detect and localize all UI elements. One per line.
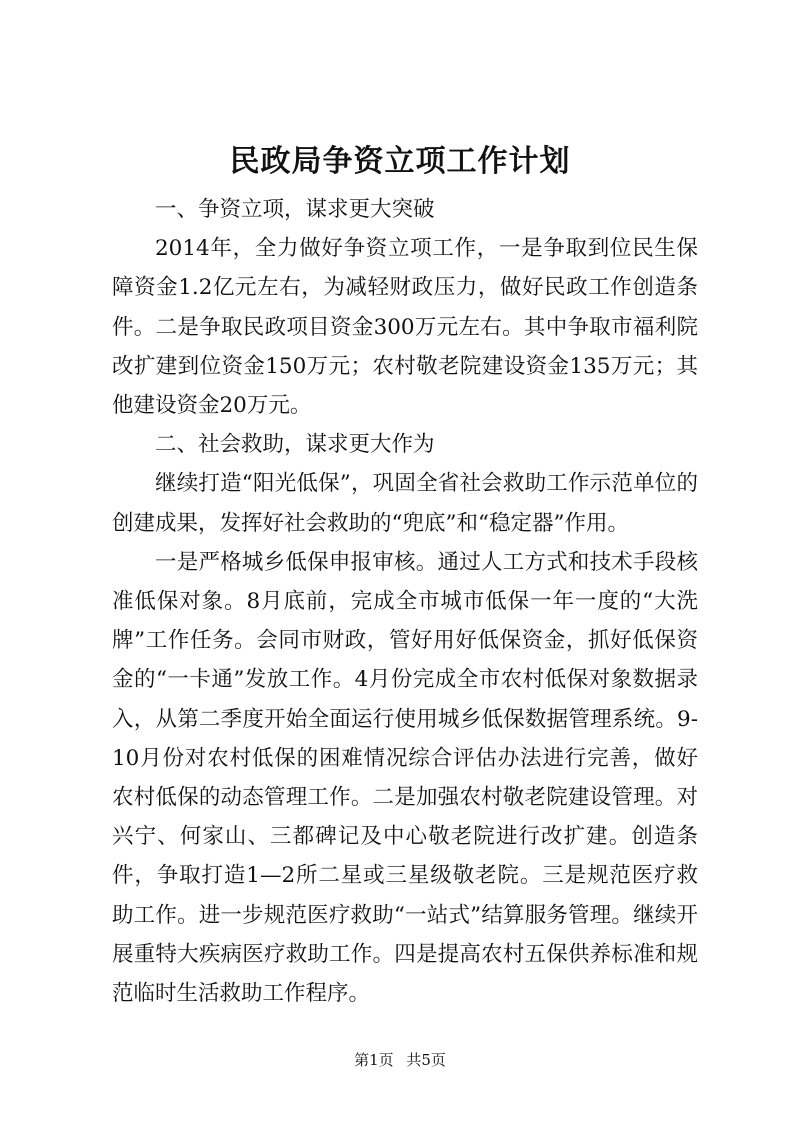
page-footer [0, 1050, 800, 1070]
document-body [112, 190, 698, 1013]
section-heading-social-assistance: 二、社会救助，谋求更大作为 [155, 432, 435, 458]
section-heading-funding: 一、争资立项，谋求更大突破 [155, 197, 435, 222]
paragraph-funding-details: 2014年，全力做好争资立项工作，一是争取到位民生保障资金1.2亿元左右，为减轻财政压力，做好民政工作创造条件。二是争取民政项目资金300万元左右。其中争取市福利院改扩建到位资金150万元；农村敬老院建设资金135万元；其他建设资金20万元。 [112, 236, 698, 419]
page-total: 共5页 [406, 1051, 446, 1069]
paragraph-sunshine-minimum-security: 继续打造“阳光低保”，巩固全省社会救助工作示范单位的创建成果，发挥好社会救助的“兜底”和“稳定器”作用。 [112, 471, 698, 536]
paragraph-assistance-measures: 一是严格城乡低保申报审核。通过人工方式和技术手段核准低保对象。8月底前，完成全市城市低保一年一度的“大洗牌”工作任务。会同市财政，管好用好低保资金，抓好低保资金的“一卡通”发放工作。4月份完成全市农村低保对象数据录入，从第二季度开始全面运行使用城乡低保数据管理系统。9-10月份对农村低保的困难情况综合评估办法进行完善，做好农村低保的动态管理工作。二是加强农村敬老院建设管理。对兴宁、何家山、三都碑记及中心敬老院进行改扩建。创造条件，争取打造1—2所二星或三星级敬老院。三是规范医疗救助工作。进一步规范医疗救助“一站式”结算服务管理。继续开展重特大疾病医疗救助工作。四是提高农村五保供养标准和规范临时生活救助工作程序。 [112, 549, 698, 1007]
page-number: 第1页 [354, 1051, 394, 1069]
document-title: 民政局争资立项工作计划 [229, 144, 571, 179]
